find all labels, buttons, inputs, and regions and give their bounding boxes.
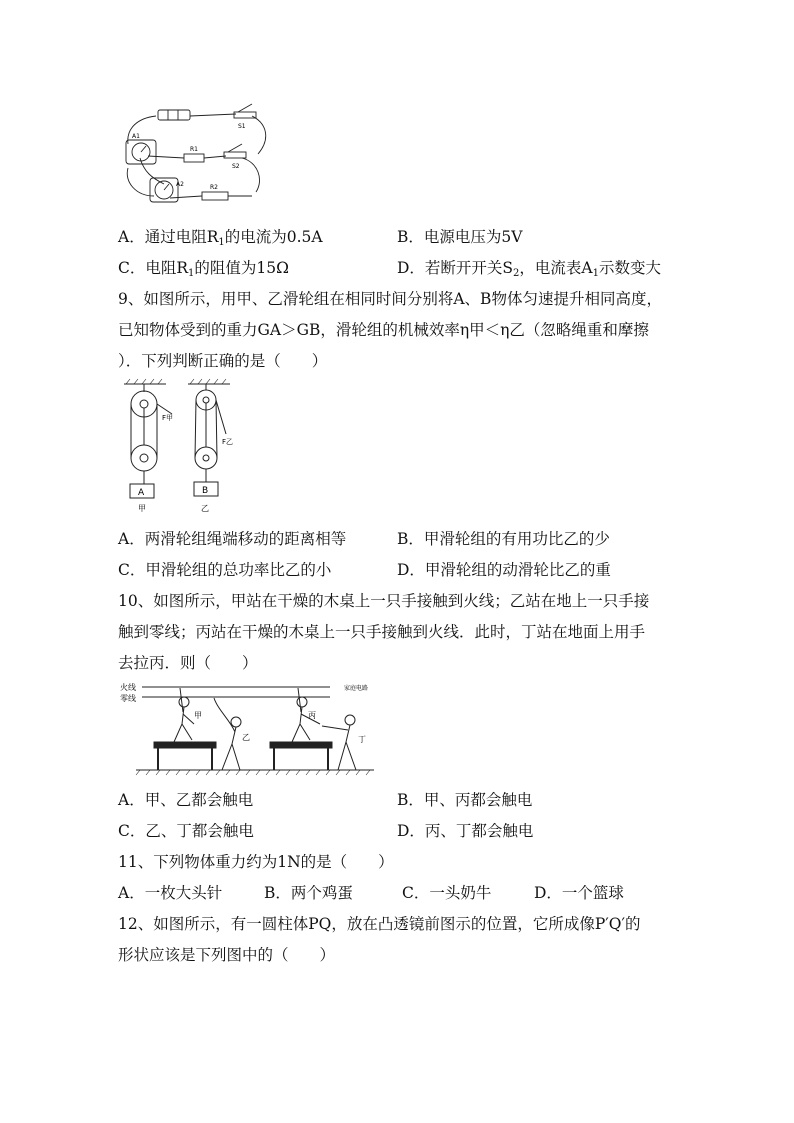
- q12-stem-line-2: 形状应该是下列图中的（ ）: [118, 946, 336, 964]
- label-jia: 甲: [194, 711, 202, 720]
- label-bing: 丙: [308, 711, 316, 720]
- label-a1: A1: [132, 133, 140, 140]
- caption-yi: 乙: [201, 504, 209, 513]
- label-block-b: B: [202, 486, 209, 496]
- q9-option-d[interactable]: D．甲滑轮组的动滑轮比乙的重: [397, 561, 611, 579]
- label-a2: A2: [176, 181, 184, 188]
- q9-option-b[interactable]: B．甲滑轮组的有用功比乙的少: [397, 530, 610, 548]
- q10-stem-line-2: 触到零线；丙站在干燥的木桌上一只手接触到火线．此时，丁站在地面上用手: [118, 623, 646, 641]
- label-home-circuit: 家庭电路: [344, 685, 369, 692]
- circuit-figure: [118, 100, 274, 212]
- q11-option-b[interactable]: B．两个鸡蛋: [264, 884, 353, 902]
- q10-option-c[interactable]: C．乙、丁都会触电: [118, 822, 254, 840]
- q9-stem-line-3: ）．下列判断正确的是（ ）: [118, 352, 328, 370]
- electric-shock-figure: [118, 680, 376, 776]
- label-s2: S2: [232, 163, 240, 170]
- q10-option-a[interactable]: A．甲、乙都会触电: [118, 791, 254, 809]
- label-ding: 丁: [358, 735, 366, 744]
- q8-option-a[interactable]: A．通过电阻$R_1$的电流为0.5A: [118, 228, 323, 248]
- q10-option-b[interactable]: B．甲、丙都会触电: [397, 791, 533, 809]
- caption-jia: 甲: [138, 504, 146, 513]
- q9-option-a[interactable]: A．两滑轮组绳端移动的距离相等: [118, 530, 347, 548]
- q9-stem-line-2: 已知物体受到的重力GA＞GB，滑轮组的机械效率η甲＜η乙（忽略绳重和摩擦: [118, 321, 649, 339]
- label-s1: S1: [238, 123, 246, 130]
- q10-stem-line-1: 10、如图所示，甲站在干燥的木桌上一只手接触到火线；乙站在地上一只手接: [118, 592, 650, 610]
- label-neutral-wire: 零线: [120, 694, 136, 703]
- label-yi: 乙: [242, 733, 250, 742]
- q8-option-d[interactable]: D．若断开开关$S_2$，电流表$A_1$示数变大: [397, 259, 662, 279]
- label-live-wire: 火线: [120, 683, 136, 692]
- pulley-figure: [118, 378, 246, 514]
- label-r2: R2: [210, 184, 218, 191]
- q11-stem-line-1: 11、下列物体重力约为1N的是（ ）: [118, 853, 394, 871]
- q12-stem-line-1: 12、如图所示，有一圆柱体PQ，放在凸透镜前图示的位置，它所成像P′Q′的: [118, 915, 641, 933]
- label-r1: R1: [190, 146, 198, 153]
- q11-option-c[interactable]: C．一头奶牛: [402, 884, 492, 902]
- q8-option-c[interactable]: C．电阻$R_1$的阻值为15Ω: [118, 259, 289, 279]
- label-f-yi: F乙: [222, 438, 234, 446]
- q9-stem-line-1: 9、如图所示，用甲、乙滑轮组在相同时间分别将A、B物体匀速提升相同高度，: [118, 290, 662, 308]
- q10-stem-line-3: 去拉丙．则（ ）: [118, 654, 258, 672]
- q8-option-b[interactable]: B．电源电压为5V: [397, 228, 523, 246]
- q10-option-d[interactable]: D．丙、丁都会触电: [397, 822, 534, 840]
- q11-option-d[interactable]: D．一个篮球: [534, 884, 624, 902]
- label-block-a: A: [138, 488, 145, 498]
- label-f-jia: F甲: [162, 414, 174, 422]
- q9-option-c[interactable]: C．甲滑轮组的总功率比乙的小: [118, 561, 332, 579]
- q11-option-a[interactable]: A．一枚大头针: [118, 884, 223, 902]
